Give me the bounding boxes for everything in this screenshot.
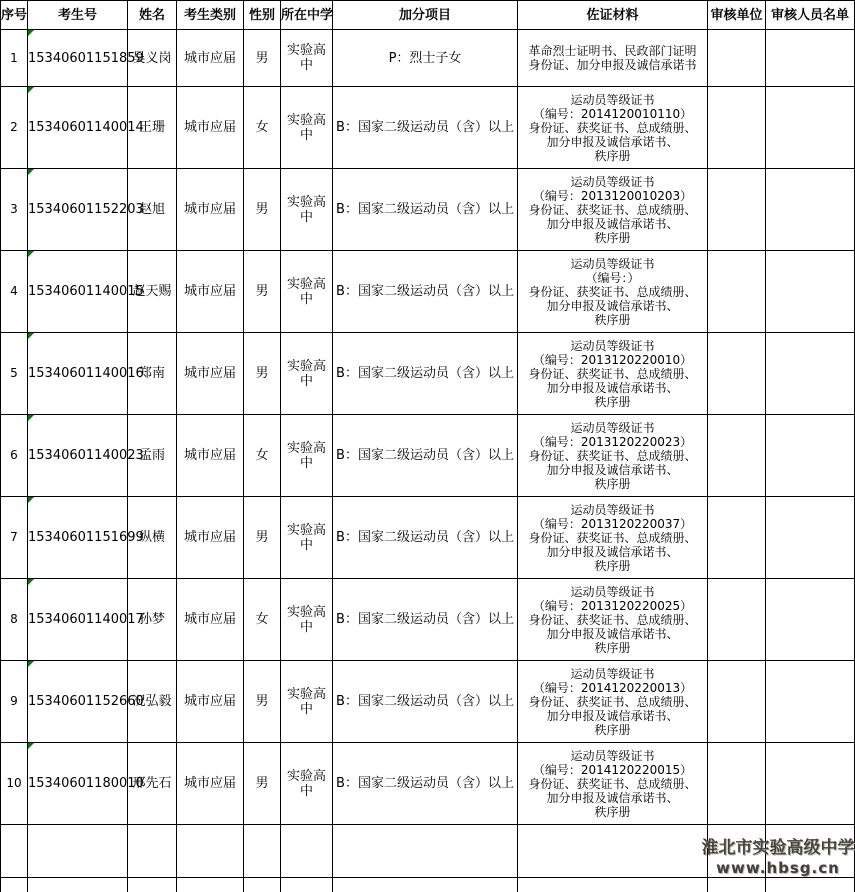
audit-unit-cell[interactable]	[708, 497, 766, 579]
audit-staff-cell[interactable]	[766, 415, 855, 497]
evidence-line: 秩序册	[594, 312, 631, 327]
watermark-website: www.hbsg.cn	[716, 859, 840, 877]
bonus-item-text: B：国家二级运动员（含）以上	[336, 120, 514, 135]
serial-cell[interactable]: 5	[1, 333, 28, 415]
table-row	[1, 169, 855, 251]
empty-cell[interactable]	[333, 825, 518, 878]
bonus-item-text: B：国家二级运动员（含）以上	[336, 694, 514, 709]
name-cell[interactable]: 孟雨	[128, 415, 177, 497]
evidence-line: 身份证、加分申报及诚信承诺书	[528, 58, 697, 72]
gender-cell[interactable]: 男	[244, 251, 281, 333]
serial-cell[interactable]: 9	[1, 661, 28, 743]
empty-cell[interactable]	[518, 825, 708, 878]
empty-cell[interactable]	[28, 825, 128, 878]
serial-cell[interactable]: 4	[1, 251, 28, 333]
green-corner-marker-icon	[28, 333, 34, 339]
evidence-line: 运动员等级证书	[570, 748, 655, 763]
examid-cell[interactable]	[28, 251, 144, 333]
category-cell[interactable]: 城市应届	[177, 251, 244, 333]
school-cell[interactable]: 实验高中	[281, 333, 333, 415]
audit-staff-cell[interactable]	[766, 743, 855, 825]
evidence-line: 加分申报及诚信承诺书、	[546, 298, 679, 313]
audit-unit-cell[interactable]	[708, 333, 766, 415]
examid-cell[interactable]	[28, 661, 144, 743]
serial-cell[interactable]: 7	[1, 497, 28, 579]
green-corner-marker-icon	[28, 661, 34, 667]
evidence-line: 加分申报及诚信承诺书、	[546, 134, 679, 149]
audit-unit-cell[interactable]	[708, 251, 766, 333]
empty-cell[interactable]	[177, 825, 244, 878]
empty-cell[interactable]	[177, 878, 244, 892]
column-header-9[interactable]: 审核单位	[708, 1, 766, 30]
evidence-line: 身份证、获奖证书、总成绩册、	[528, 612, 697, 627]
school-cell[interactable]: 实验高中	[281, 661, 333, 743]
evidence-line: 秩序册	[594, 558, 631, 573]
gender-cell[interactable]: 女	[244, 579, 281, 661]
audit-staff-cell[interactable]	[766, 169, 855, 251]
green-corner-marker-icon	[28, 87, 34, 93]
table-row	[1, 415, 855, 497]
name-cell[interactable]: 况弘毅	[128, 661, 177, 743]
gender-cell[interactable]: 男	[244, 743, 281, 825]
empty-cell[interactable]	[244, 878, 281, 892]
evidence-cell[interactable]	[518, 743, 708, 825]
empty-row	[1, 825, 855, 878]
bonus-cell[interactable]	[333, 251, 518, 333]
bonus-cell[interactable]	[333, 497, 518, 579]
bonus-item-text: B：国家二级运动员（含）以上	[336, 202, 514, 217]
category-cell[interactable]: 城市应届	[177, 743, 244, 825]
bonus-item-text: B：国家二级运动员（含）以上	[336, 284, 514, 299]
evidence-line: 运动员等级证书	[570, 256, 655, 271]
empty-cell[interactable]	[1, 825, 28, 878]
school-cell[interactable]: 实验高中	[281, 87, 333, 169]
audit-staff-cell[interactable]	[766, 333, 855, 415]
serial-cell[interactable]: 6	[1, 415, 28, 497]
audit-unit-cell[interactable]	[708, 87, 766, 169]
evidence-line: 加分申报及诚信承诺书、	[546, 626, 679, 641]
exam-id-text: 15340601152660	[28, 694, 144, 709]
empty-cell[interactable]	[518, 878, 708, 892]
evidence-cell[interactable]	[518, 333, 708, 415]
name-cell[interactable]: 赵旭	[128, 169, 177, 251]
evidence-line: 运动员等级证书	[570, 92, 655, 107]
column-header-7[interactable]: 加分项目	[333, 1, 518, 30]
column-header-2[interactable]: 考生号	[28, 1, 128, 30]
bonus-item-text: B：国家二级运动员（含）以上	[336, 612, 514, 627]
exam-id-text: 15340601140014	[28, 120, 144, 135]
table-row	[1, 661, 855, 743]
category-cell[interactable]: 城市应届	[177, 579, 244, 661]
category-cell[interactable]: 城市应届	[177, 415, 244, 497]
exam-id-text: 15340601140023	[28, 448, 144, 463]
category-cell[interactable]: 城市应届	[177, 87, 244, 169]
table-row	[1, 743, 855, 825]
evidence-cell[interactable]	[518, 579, 708, 661]
green-corner-marker-icon	[28, 30, 34, 36]
evidence-line: 加分申报及诚信承诺书、	[546, 462, 679, 477]
column-header-6[interactable]: 所在中学	[281, 1, 333, 30]
evidence-line: （编号：2013120010203）	[532, 188, 693, 203]
bonus-cell[interactable]	[333, 333, 518, 415]
empty-cell[interactable]	[708, 825, 766, 878]
header-row	[1, 1, 855, 30]
school-cell[interactable]: 实验高中	[281, 169, 333, 251]
gender-cell[interactable]: 女	[244, 87, 281, 169]
evidence-line: 秩序册	[594, 640, 631, 655]
exam-id-text: 15340601151859	[28, 50, 144, 66]
bonus-cell[interactable]	[333, 30, 518, 87]
column-header-5[interactable]: 性别	[244, 1, 281, 30]
name-cell[interactable]: 孙梦	[128, 579, 177, 661]
evidence-line: （编号：2013120220010）	[532, 352, 693, 367]
evidence-cell[interactable]	[518, 30, 708, 87]
category-cell[interactable]: 城市应届	[177, 169, 244, 251]
bonus-cell[interactable]	[333, 579, 518, 661]
audit-unit-cell[interactable]	[708, 579, 766, 661]
school-cell[interactable]: 实验高中	[281, 415, 333, 497]
bonus-item-text: B：国家二级运动员（含）以上	[336, 448, 514, 463]
evidence-cell[interactable]	[518, 87, 708, 169]
evidence-line: 秩序册	[594, 722, 631, 737]
evidence-cell[interactable]	[518, 497, 708, 579]
serial-cell[interactable]: 8	[1, 579, 28, 661]
evidence-line: （编号：2014120220013）	[532, 680, 693, 695]
evidence-line: 身份证、获奖证书、总成绩册、	[528, 366, 697, 381]
examid-cell[interactable]	[28, 333, 144, 415]
gender-cell[interactable]: 男	[244, 169, 281, 251]
green-corner-marker-icon	[28, 743, 34, 749]
empty-cell[interactable]	[1, 878, 28, 892]
evidence-line: （编号：2013120220025）	[532, 598, 693, 613]
bonus-item-text: B：国家二级运动员（含）以上	[336, 776, 514, 791]
audit-staff-cell[interactable]	[766, 251, 855, 333]
bonus-cell[interactable]	[333, 743, 518, 825]
green-corner-marker-icon	[28, 579, 34, 585]
evidence-line: 身份证、获奖证书、总成绩册、	[528, 694, 697, 709]
school-cell[interactable]: 实验高中	[281, 497, 333, 579]
empty-cell[interactable]	[28, 878, 128, 892]
audit-staff-cell[interactable]	[766, 661, 855, 743]
exam-id-text: 15340601140017	[28, 612, 144, 627]
green-corner-marker-icon	[28, 415, 34, 421]
evidence-line: 秩序册	[594, 148, 631, 163]
examid-cell[interactable]	[28, 579, 144, 661]
audit-staff-cell[interactable]	[766, 497, 855, 579]
category-cell[interactable]: 城市应届	[177, 497, 244, 579]
audit-unit-cell[interactable]	[708, 415, 766, 497]
evidence-line: （编号：2014120220015）	[532, 762, 693, 777]
evidence-line: 加分申报及诚信承诺书、	[546, 708, 679, 723]
exam-id-text: 15340601140016	[28, 366, 144, 381]
watermark-school-name: 淮北市实验高级中学	[701, 838, 855, 858]
partial-row	[1, 878, 855, 892]
evidence-line: 运动员等级证书	[570, 174, 655, 189]
gender-cell[interactable]: 男	[244, 333, 281, 415]
evidence-line: 身份证、获奖证书、总成绩册、	[528, 448, 697, 463]
evidence-line: 身份证、获奖证书、总成绩册、	[528, 120, 697, 135]
empty-cell[interactable]	[128, 878, 177, 892]
evidence-cell[interactable]	[518, 661, 708, 743]
evidence-line: 加分申报及诚信承诺书、	[546, 216, 679, 231]
school-cell[interactable]: 实验高中	[281, 30, 333, 87]
name-cell[interactable]: 王珊	[128, 87, 177, 169]
school-cell[interactable]: 实验高中	[281, 251, 333, 333]
empty-cell[interactable]	[708, 878, 766, 892]
column-header-8[interactable]: 佐证材料	[518, 1, 708, 30]
empty-cell[interactable]	[244, 825, 281, 878]
examid-cell[interactable]	[28, 497, 144, 579]
exam-id-text: 15340601151699	[28, 530, 144, 545]
name-cell[interactable]: 邢先石	[128, 743, 177, 825]
exam-id-text: 15340601152203	[28, 202, 144, 217]
evidence-line: （编号：）	[585, 270, 640, 285]
evidence-line: 加分申报及诚信承诺书、	[546, 544, 679, 559]
evidence-cell[interactable]	[518, 251, 708, 333]
gender-cell[interactable]: 男	[244, 497, 281, 579]
table-row	[1, 251, 855, 333]
evidence-line: 加分申报及诚信承诺书、	[546, 380, 679, 395]
column-header-10[interactable]: 审核人员名单	[766, 1, 855, 30]
evidence-line: 身份证、获奖证书、总成绩册、	[528, 284, 697, 299]
audit-staff-cell[interactable]	[766, 87, 855, 169]
category-cell[interactable]: 城市应届	[177, 661, 244, 743]
green-corner-marker-icon	[28, 251, 34, 257]
name-cell[interactable]: 赵天赐	[128, 251, 177, 333]
empty-cell[interactable]	[128, 825, 177, 878]
bonus-cell[interactable]	[333, 415, 518, 497]
evidence-cell[interactable]	[518, 415, 708, 497]
audit-unit-cell[interactable]	[708, 743, 766, 825]
evidence-line: 运动员等级证书	[570, 502, 655, 517]
bonus-item-text: B：国家二级运动员（含）以上	[336, 530, 514, 545]
evidence-line: （编号：2014120010110）	[532, 106, 693, 121]
serial-cell[interactable]: 2	[1, 87, 28, 169]
examid-cell[interactable]	[28, 743, 144, 825]
evidence-line: （编号：2013120220023）	[532, 434, 693, 449]
gender-cell[interactable]: 男	[244, 30, 281, 87]
audit-staff-cell[interactable]	[766, 579, 855, 661]
audit-unit-cell[interactable]	[708, 30, 766, 87]
category-cell[interactable]: 城市应届	[177, 30, 244, 87]
audit-unit-cell[interactable]	[708, 169, 766, 251]
name-cell[interactable]: 纵横	[128, 497, 177, 579]
evidence-line: 运动员等级证书	[570, 666, 655, 681]
table-row	[1, 87, 855, 169]
evidence-line: 身份证、获奖证书、总成绩册、	[528, 776, 697, 791]
exam-id-text: 15340601140015	[28, 284, 144, 299]
exam-id-text: 15340601180010	[28, 776, 144, 791]
empty-cell[interactable]	[333, 878, 518, 892]
gender-cell[interactable]: 女	[244, 415, 281, 497]
table-row	[1, 497, 855, 579]
column-header-1[interactable]: 序号	[1, 1, 28, 30]
evidence-line: 秩序册	[594, 476, 631, 491]
bonus-item-text: B：国家二级运动员（含）以上	[336, 366, 514, 381]
school-cell[interactable]: 实验高中	[281, 579, 333, 661]
table-row	[1, 579, 855, 661]
serial-cell[interactable]: 1	[1, 30, 28, 87]
evidence-line: 秩序册	[594, 230, 631, 245]
evidence-line: 加分申报及诚信承诺书、	[546, 790, 679, 805]
empty-cell[interactable]	[766, 878, 855, 892]
examid-cell[interactable]	[28, 87, 144, 169]
table-row	[1, 333, 855, 415]
bonus-item-text: P：烈士子女	[388, 50, 462, 66]
evidence-line: 运动员等级证书	[570, 338, 655, 353]
column-header-4[interactable]: 考生类别	[177, 1, 244, 30]
evidence-line: 身份证、获奖证书、总成绩册、	[528, 202, 697, 217]
audit-staff-cell[interactable]	[766, 30, 855, 87]
empty-cell[interactable]	[766, 825, 855, 878]
category-cell[interactable]: 城市应届	[177, 333, 244, 415]
column-header-3[interactable]: 姓名	[128, 1, 177, 30]
evidence-line: （编号：2013120220037）	[532, 516, 693, 531]
green-corner-marker-icon	[28, 497, 34, 503]
evidence-line: 运动员等级证书	[570, 584, 655, 599]
serial-cell[interactable]: 3	[1, 169, 28, 251]
name-cell[interactable]: 郑南	[128, 333, 177, 415]
green-corner-marker-icon	[28, 169, 34, 175]
evidence-cell[interactable]	[518, 169, 708, 251]
evidence-line: 革命烈士证明书、民政部门证明	[528, 44, 697, 58]
empty-cell[interactable]	[281, 825, 333, 878]
bonus-cell[interactable]	[333, 87, 518, 169]
bonus-cell[interactable]	[333, 169, 518, 251]
examid-cell[interactable]	[28, 30, 144, 87]
bonus-cell[interactable]	[333, 661, 518, 743]
evidence-line: 运动员等级证书	[570, 420, 655, 435]
empty-cell[interactable]	[281, 878, 333, 892]
serial-cell[interactable]: 10	[1, 743, 28, 825]
audit-unit-cell[interactable]	[708, 661, 766, 743]
evidence-line: 秩序册	[594, 804, 631, 819]
school-cell[interactable]: 实验高中	[281, 743, 333, 825]
examid-cell[interactable]	[28, 415, 144, 497]
evidence-line: 身份证、获奖证书、总成绩册、	[528, 530, 697, 545]
table-row	[1, 30, 855, 87]
examid-cell[interactable]	[28, 169, 144, 251]
gender-cell[interactable]: 男	[244, 661, 281, 743]
evidence-line: 秩序册	[594, 394, 631, 409]
name-cell[interactable]: 吴义岗	[128, 30, 177, 87]
